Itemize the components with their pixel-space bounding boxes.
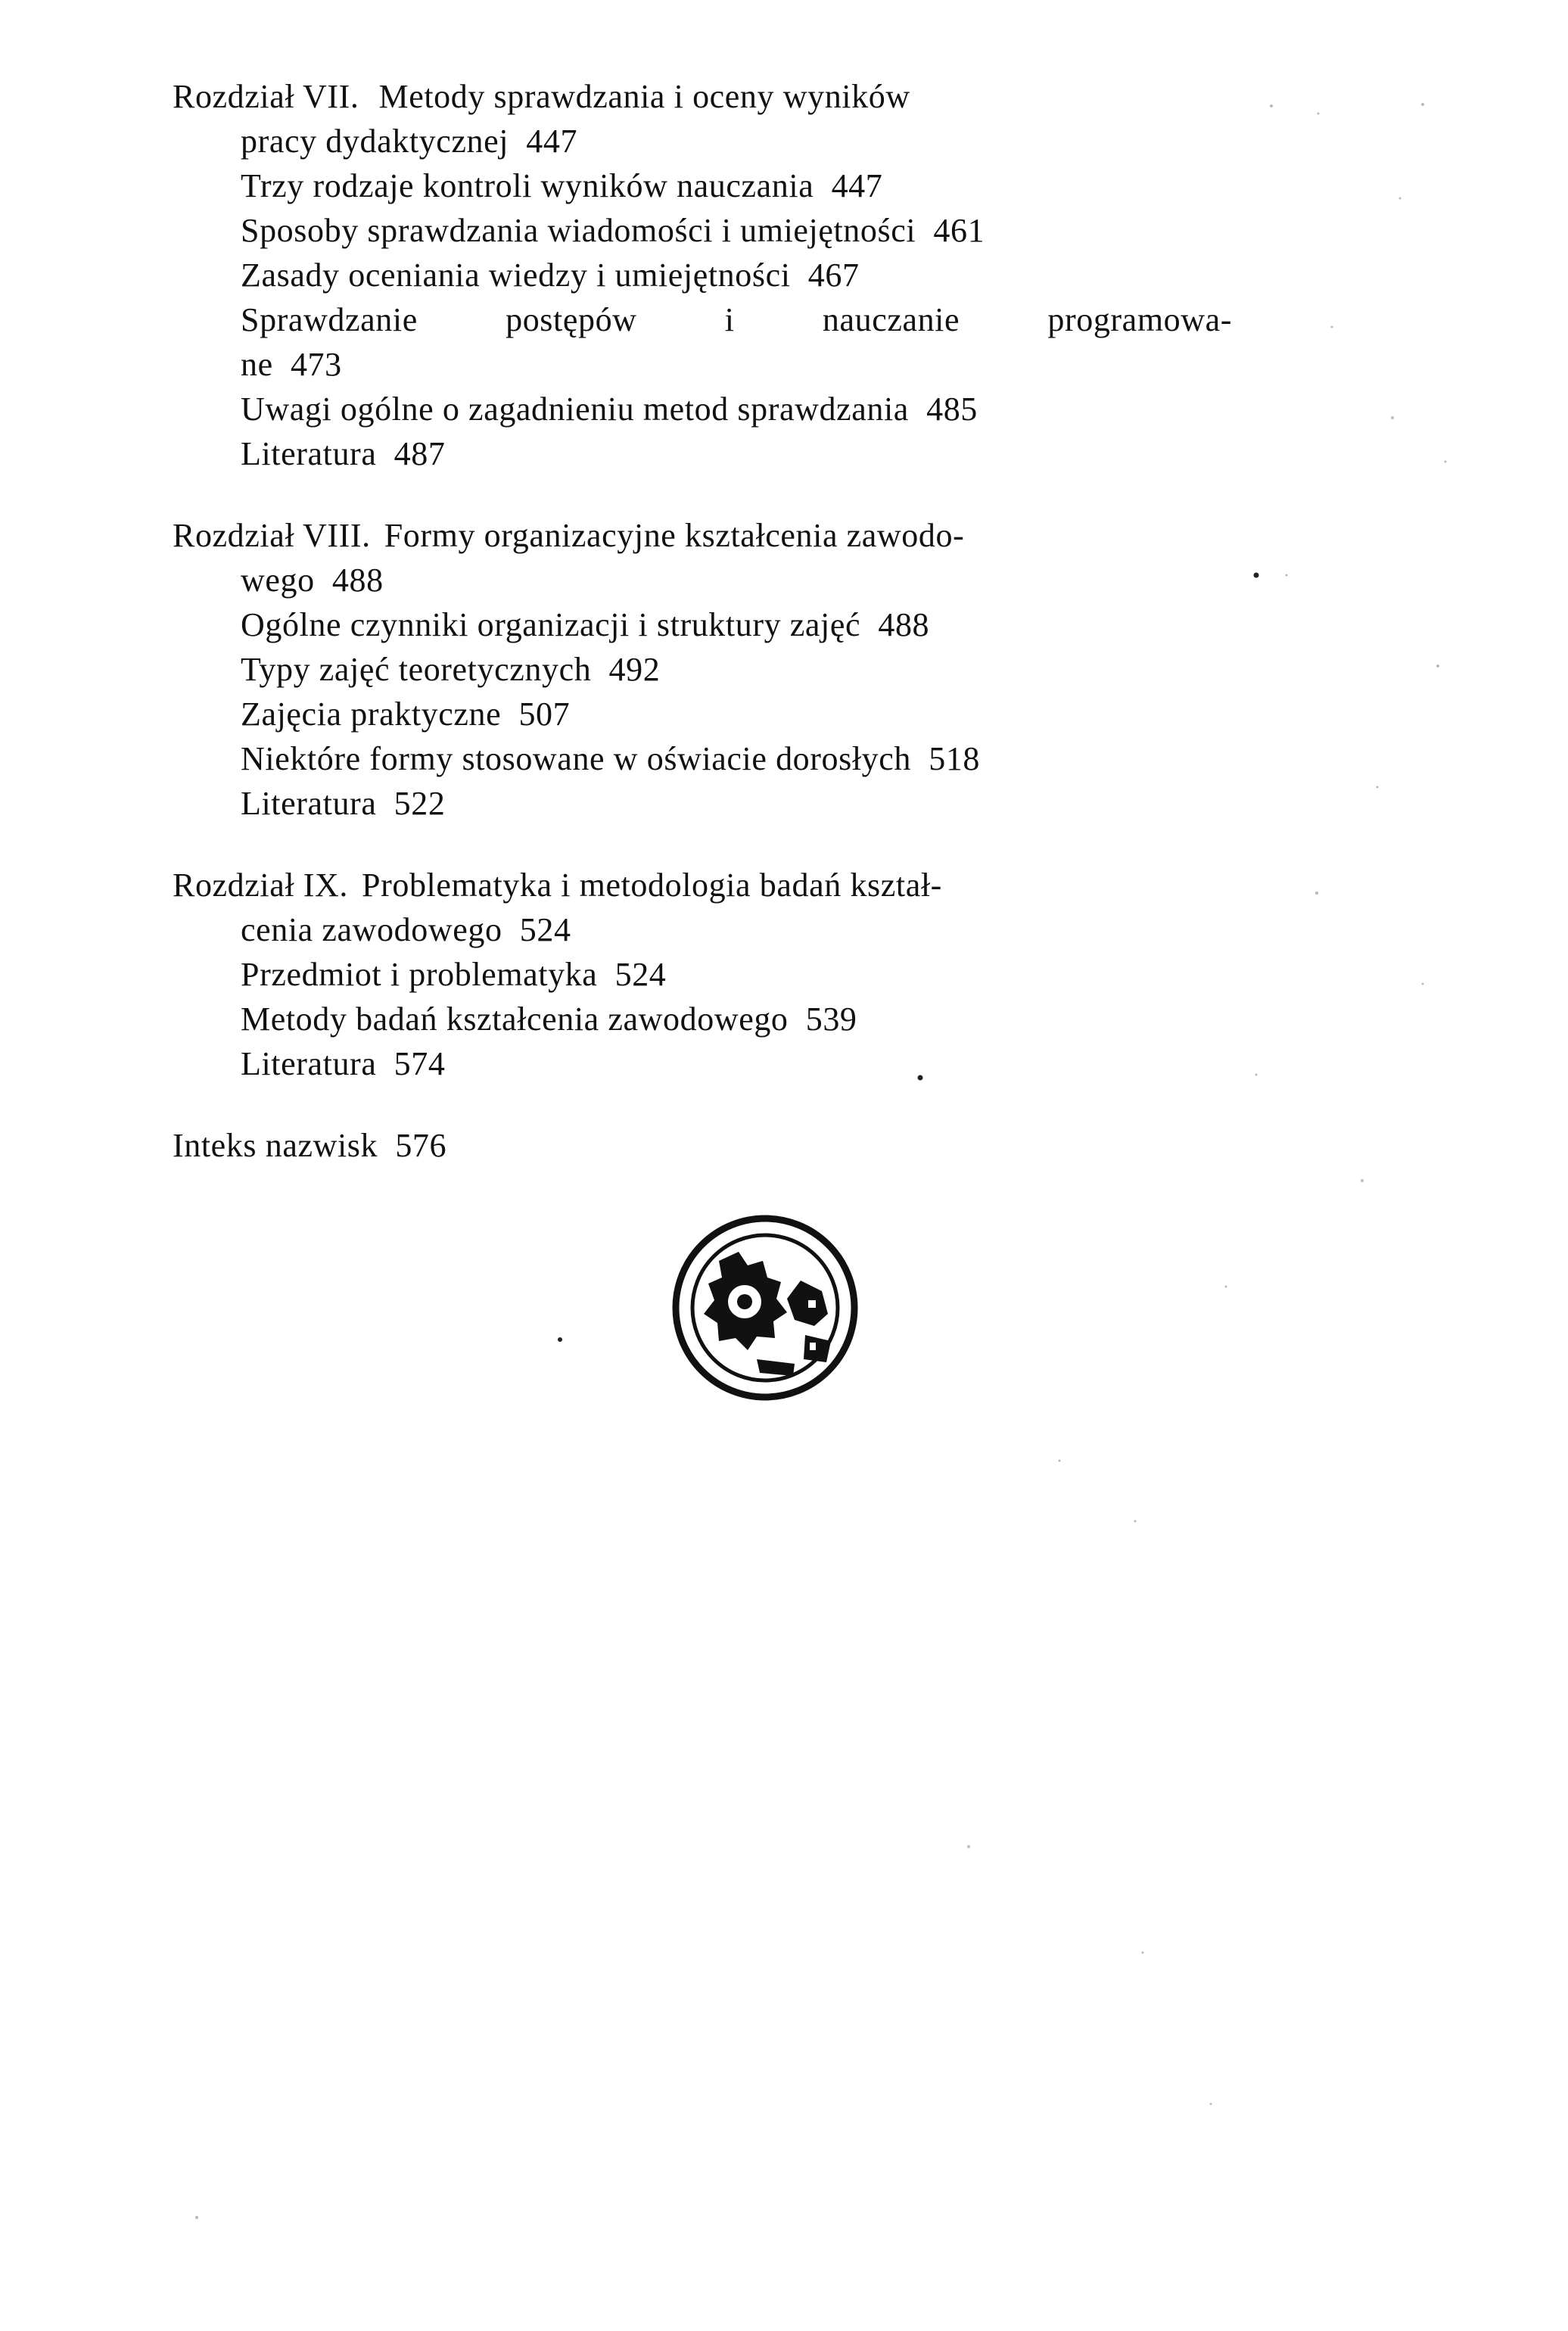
section-entry xyxy=(173,602,1232,647)
section-page-number: 485 xyxy=(926,391,978,428)
section-page-number: 488 xyxy=(878,606,930,643)
section-entry xyxy=(173,208,1232,253)
section-page-number: 492 xyxy=(608,651,661,688)
chapter-label: Rozdział VII. xyxy=(173,78,359,115)
section-page-number: 574 xyxy=(394,1045,446,1082)
section-title: Uwagi ogólne o zagadnieniu metod sprawdzania xyxy=(241,391,909,428)
library-stamp-icon xyxy=(666,1208,864,1408)
chapter-title-line1: Formy organizacyjne kształcenia zawodo- xyxy=(384,517,965,554)
section-title: Ogólne czynniki organizacji i struktury zajęć xyxy=(241,606,861,643)
section-title: Zajęcia praktyczne xyxy=(241,696,502,733)
section-title: Niektóre formy stosowane w oświacie dorosłych xyxy=(241,740,912,777)
chapter-label: Rozdział IX. xyxy=(173,867,349,904)
chapter-title-line2: pracy dydaktycznej xyxy=(241,123,509,160)
section-title: Sposoby sprawdzania wiadomości i umiejętności xyxy=(241,212,916,249)
chapter-heading xyxy=(173,74,1232,163)
section-title-line1: Sprawdzanie postępów i nauczanie programowa- xyxy=(241,301,1232,338)
index-title: Inteks nazwisk xyxy=(173,1127,378,1164)
chapter-title-line1: Metody sprawdzania i oceny wyników xyxy=(378,78,910,115)
section-entry xyxy=(173,297,1232,387)
chapter-title-line2: cenia zawodowego xyxy=(241,911,502,948)
section-title: Trzy rodzaje kontroli wyników nauczania xyxy=(241,167,814,204)
chapter-title-line2: wego xyxy=(241,562,315,599)
table-of-contents xyxy=(173,74,1232,1168)
section-page-number: 539 xyxy=(805,1001,857,1038)
section-page-number: 467 xyxy=(807,257,860,294)
section-entry xyxy=(173,163,1232,208)
index-entry xyxy=(173,1123,1232,1168)
chapter-heading xyxy=(173,863,1232,952)
section-entry xyxy=(173,647,1232,692)
section-title: Literatura xyxy=(241,785,377,822)
section-page-number: 507 xyxy=(518,696,571,733)
chapter-8 xyxy=(173,513,1232,826)
chapter-page-number: 488 xyxy=(331,562,384,599)
section-entry xyxy=(173,997,1232,1041)
chapter-page-number: 524 xyxy=(519,911,571,948)
section-entry xyxy=(173,692,1232,736)
section-entry xyxy=(173,736,1232,781)
section-page-number: 487 xyxy=(394,435,446,472)
section-page-number: 524 xyxy=(614,956,667,993)
section-page-number: 461 xyxy=(933,212,985,249)
section-entry xyxy=(173,952,1232,997)
section-entry xyxy=(173,1041,1232,1086)
chapter-7 xyxy=(173,74,1232,476)
section-entry xyxy=(173,253,1232,297)
section-title: Zasady oceniania wiedzy i umiejętności xyxy=(241,257,791,294)
chapter-title-line1: Problematyka i metodologia badań kształ- xyxy=(362,867,942,904)
section-entry xyxy=(173,431,1232,476)
section-page-number: 522 xyxy=(394,785,446,822)
section-entry xyxy=(173,781,1232,826)
section-entry xyxy=(173,387,1232,431)
section-title: Typy zajęć teoretycznych xyxy=(241,651,592,688)
chapter-heading xyxy=(173,513,1232,602)
section-title: Literatura xyxy=(241,435,377,472)
chapter-page-number: 447 xyxy=(526,123,578,160)
section-page-number: 518 xyxy=(929,740,981,777)
index-page-number: 576 xyxy=(395,1127,447,1164)
section-title: Literatura xyxy=(241,1045,377,1082)
section-title-line2: ne xyxy=(241,346,273,383)
chapter-label: Rozdział VIII. xyxy=(173,517,371,554)
section-page-number: 473 xyxy=(290,346,342,383)
section-page-number: 447 xyxy=(831,167,883,204)
section-title: Metody badań kształcenia zawodowego xyxy=(241,1001,789,1038)
chapter-9 xyxy=(173,863,1232,1086)
section-title: Przedmiot i problematyka xyxy=(241,956,598,993)
